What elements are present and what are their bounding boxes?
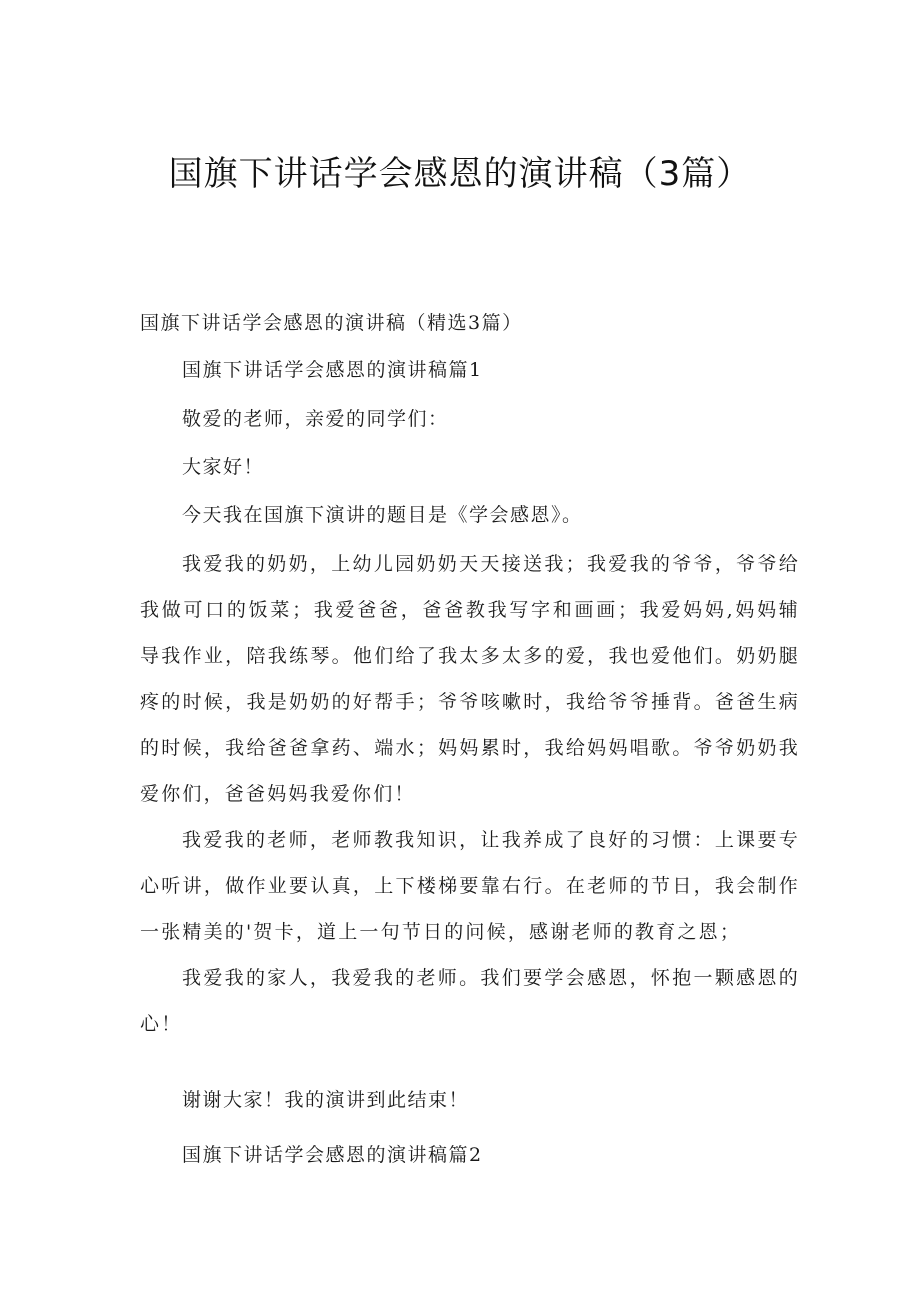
paragraph-teacher: 我爱我的老师，老师教我知识，让我养成了良好的习惯：上课要专心听讲，做作业要认真，上下楼梯要靠右行。在老师的节日，我会制作一张精美的'贺卡，道上一句节日的问候，感谢老师的教育之恩；: [140, 829, 800, 943]
section-heading-1: 国旗下讲话学会感恩的演讲稿篇1: [182, 359, 483, 381]
section-heading-2: 国旗下讲话学会感恩的演讲稿篇2: [182, 1144, 483, 1166]
document-title: 国旗下讲话学会感恩的演讲稿（3篇）: [168, 154, 752, 194]
greeting-line: 敬爱的老师，亲爱的同学们：: [182, 408, 449, 430]
document-subtitle: 国旗下讲话学会感恩的演讲稿（精选3篇）: [140, 312, 523, 334]
topic-line: 今天我在国旗下演讲的题目是《学会感恩》。: [182, 504, 583, 526]
paragraph-gratitude: 我爱我的家人，我爱我的老师。我们要学会感恩，怀抱一颗感恩的心！: [140, 967, 800, 1035]
paragraph-family: 我爱我的奶奶，上幼儿园奶奶天天接送我；我爱我的爷爷，爷爷给我做可口的饭菜；我爱爸爸，爸爸教我写字和画画；我爱妈妈,妈妈辅导我作业，陪我练琴。他们给了我太多太多的爱，我也爱他们。奶奶腿疼的时候，我是奶奶的好帮手；爷爷咳嗽时，我给爷爷捶背。爸爸生病的时候，我给爸爸拿药、端水；妈妈累时，我给妈妈唱歌。爷爷奶奶我爱你们，爸爸妈妈我爱你们！: [140, 553, 800, 805]
hello-line: 大家好！: [182, 456, 265, 478]
closing-line: 谢谢大家！我的演讲到此结束！: [182, 1089, 470, 1111]
